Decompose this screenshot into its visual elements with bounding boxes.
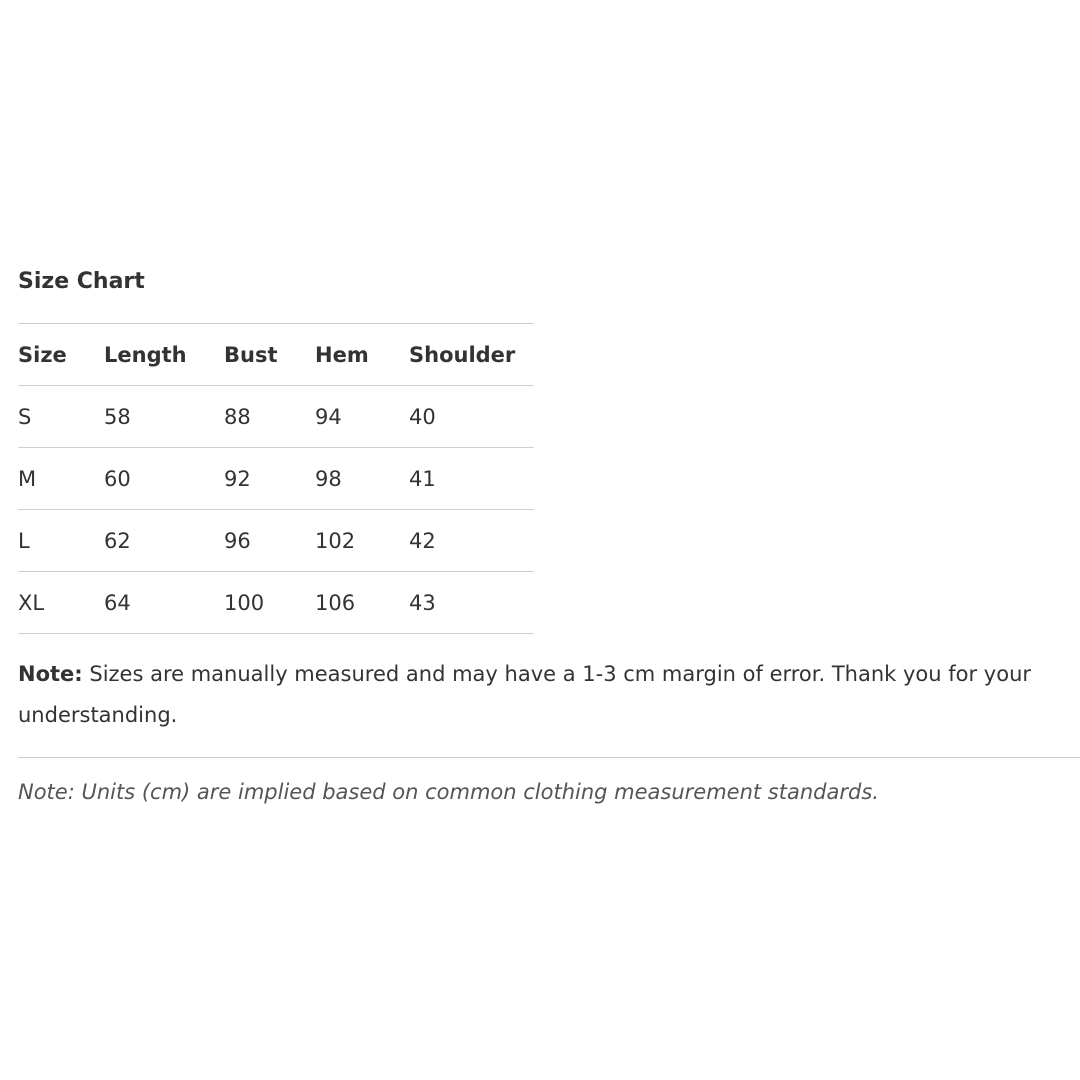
table-cell: 42 [409,510,534,572]
table-cell: 94 [315,386,409,448]
table-cell: 58 [104,386,224,448]
table-row [18,510,534,572]
column-header-size: Size [18,324,104,386]
table-row [18,572,534,634]
table-cell: 92 [224,448,315,510]
table-cell: 43 [409,572,534,634]
table-cell: S [18,386,104,448]
size-chart-section [18,262,1080,825]
table-cell: 106 [315,572,409,634]
column-header-length: Length [104,324,224,386]
table-cell: 100 [224,572,315,634]
table-cell: 60 [104,448,224,510]
table-cell: 98 [315,448,409,510]
table-cell: L [18,510,104,572]
table-cell: XL [18,572,104,634]
table-header-row [18,324,534,386]
table-cell: 40 [409,386,534,448]
table-cell: 41 [409,448,534,510]
note-text: Sizes are manually measured and may have a 1-3 cm margin of error. Thank you for your understanding. [18,662,1032,727]
units-footnote: Note: Units (cm) are implied based on common clothing measurement standards. [18,780,879,804]
table-cell: 102 [315,510,409,572]
table-cell: 96 [224,510,315,572]
note-label: Note: [18,662,83,686]
table-cell: M [18,448,104,510]
page-title: Size Chart [18,269,145,294]
divider [18,757,1080,758]
column-header-hem: Hem [315,324,409,386]
measurement-note [18,654,1080,736]
table-row [18,448,534,510]
table-cell: 62 [104,510,224,572]
table-cell: 64 [104,572,224,634]
size-table [18,323,534,634]
column-header-shoulder: Shoulder [409,324,534,386]
table-cell: 88 [224,386,315,448]
table-row [18,386,534,448]
column-header-bust: Bust [224,324,315,386]
